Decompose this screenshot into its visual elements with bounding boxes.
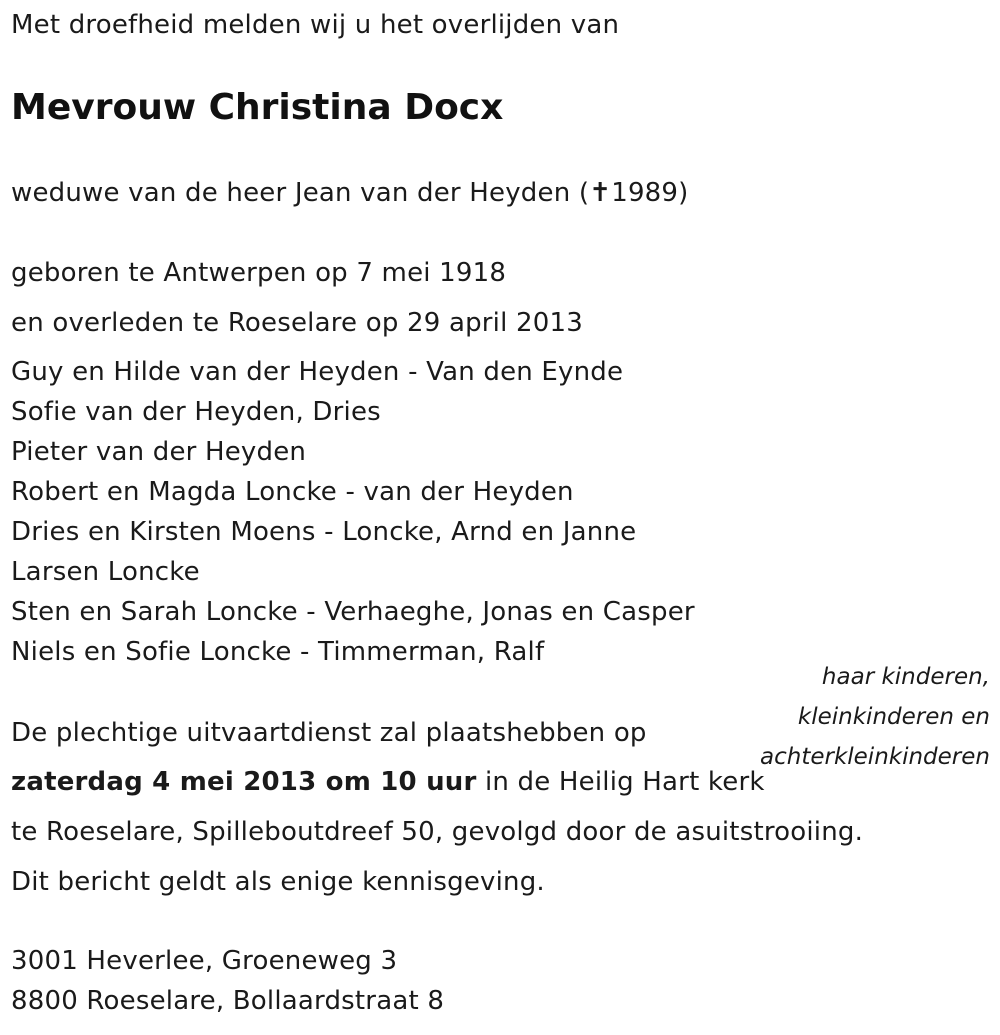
spouse-death-year: 1989 [611, 178, 679, 208]
role-line: haar kinderen, [821, 664, 990, 690]
spouse-suffix: ) [678, 178, 689, 208]
notice-line: Dit bericht geldt als enige kennisgeving. [11, 867, 545, 897]
spouse-prefix: weduwe van de heer Jean van der Heyden ( [11, 178, 590, 208]
service-line-2 [11, 765, 765, 799]
service-line-1: De plechtige uitvaartdienst zal plaatshebben op [11, 718, 647, 748]
deceased-name: Mevrouw Christina Docx [11, 87, 504, 128]
family-member: Sofie van der Heyden, Dries [11, 397, 381, 427]
spouse-line [11, 176, 689, 210]
cross-icon: ✝ [589, 178, 612, 208]
family-member: Niels en Sofie Loncke - Timmerman, Ralf [11, 637, 545, 667]
family-member: Robert en Magda Loncke - van der Heyden [11, 477, 574, 507]
birth-line: geboren te Antwerpen op 7 mei 1918 [11, 258, 507, 288]
address-line: 3001 Heverlee, Groeneweg 3 [11, 946, 398, 976]
service-date: zaterdag 4 mei 2013 om 10 uur [11, 767, 477, 797]
family-member: Dries en Kirsten Moens - Loncke, Arnd en Janne [11, 517, 637, 547]
address-line: 8800 Roeselare, Bollaardstraat 8 [11, 986, 445, 1016]
intro-text: Met droefheid melden wij u het overlijden van [11, 10, 620, 40]
family-member: Pieter van der Heyden [11, 437, 307, 467]
service-location: in de Heilig Hart kerk [476, 767, 765, 797]
death-line: en overleden te Roeselare op 29 april 2013 [11, 308, 583, 338]
family-member: Sten en Sarah Loncke - Verhaeghe, Jonas en Casper [11, 597, 695, 627]
role-line: achterkleinkinderen [760, 744, 990, 770]
service-line-3: te Roeselare, Spilleboutdreef 50, gevolgd door de asuitstrooiing. [11, 817, 864, 847]
family-member: Guy en Hilde van der Heyden - Van den Eynde [11, 357, 624, 387]
role-line: kleinkinderen en [797, 704, 990, 730]
family-member: Larsen Loncke [11, 557, 200, 587]
